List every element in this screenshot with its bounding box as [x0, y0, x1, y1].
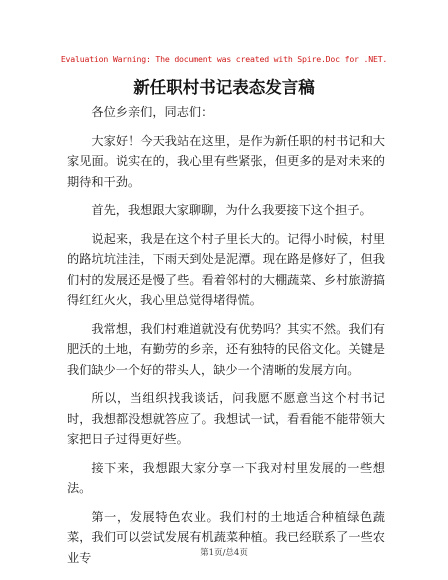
paragraph: 我常想，我们村难道就没有优势吗？其实不然。我们有肥沃的土地，有勤劳的乡亲，还有独特的民俗文化。关键是我们缺少一个好的带头人，缺少一个清晰的发展方向。: [67, 321, 385, 377]
paragraph: 第一，发展特色农业。我们村的土地适合种植绿色蔬菜，我们可以尝试发展有机蔬菜种植。我已经联系了一些农业专: [67, 509, 385, 565]
paragraph-greeting: 各位乡亲们，同志们：: [91, 105, 214, 119]
document-title: 新任职村书记表态发言稿: [133, 78, 315, 97]
paragraph: 所以，当组织找我谈话，问我愿不愿意当这个村书记时，我想都没想就答应了。我想试一试，看看能不能带领大家把日子过得更好些。: [67, 391, 385, 446]
document-body: [67, 102, 385, 576]
page-number-footer: 第1页/总4页: [200, 548, 248, 558]
paragraph: 说起来，我是在这个村子里长大的。记得小时候，村里的路坑坑洼洼，下雨天到处是泥潭。现在路是修好了，但我们村的发展还是慢了些。看着邻村的大棚蔬菜、乡村旅游搞得红红火火，我心里总觉得堵得慌。: [67, 231, 385, 307]
paragraph: 接下来，我想跟大家分享一下我对村里发展的一些想法。: [67, 460, 385, 495]
paragraph: 首先，我想跟大家聊聊，为什么我要接下这个担子。: [91, 203, 372, 217]
evaluation-warning: Evaluation Warning: The document was created with Spire.Doc for .NET.: [60, 54, 388, 64]
paragraph: 大家好！今天我站在这里，是作为新任职的村书记和大家见面。说实在的，我心里有些紧张，但更多的是对未来的期待和干劲。: [67, 133, 385, 189]
